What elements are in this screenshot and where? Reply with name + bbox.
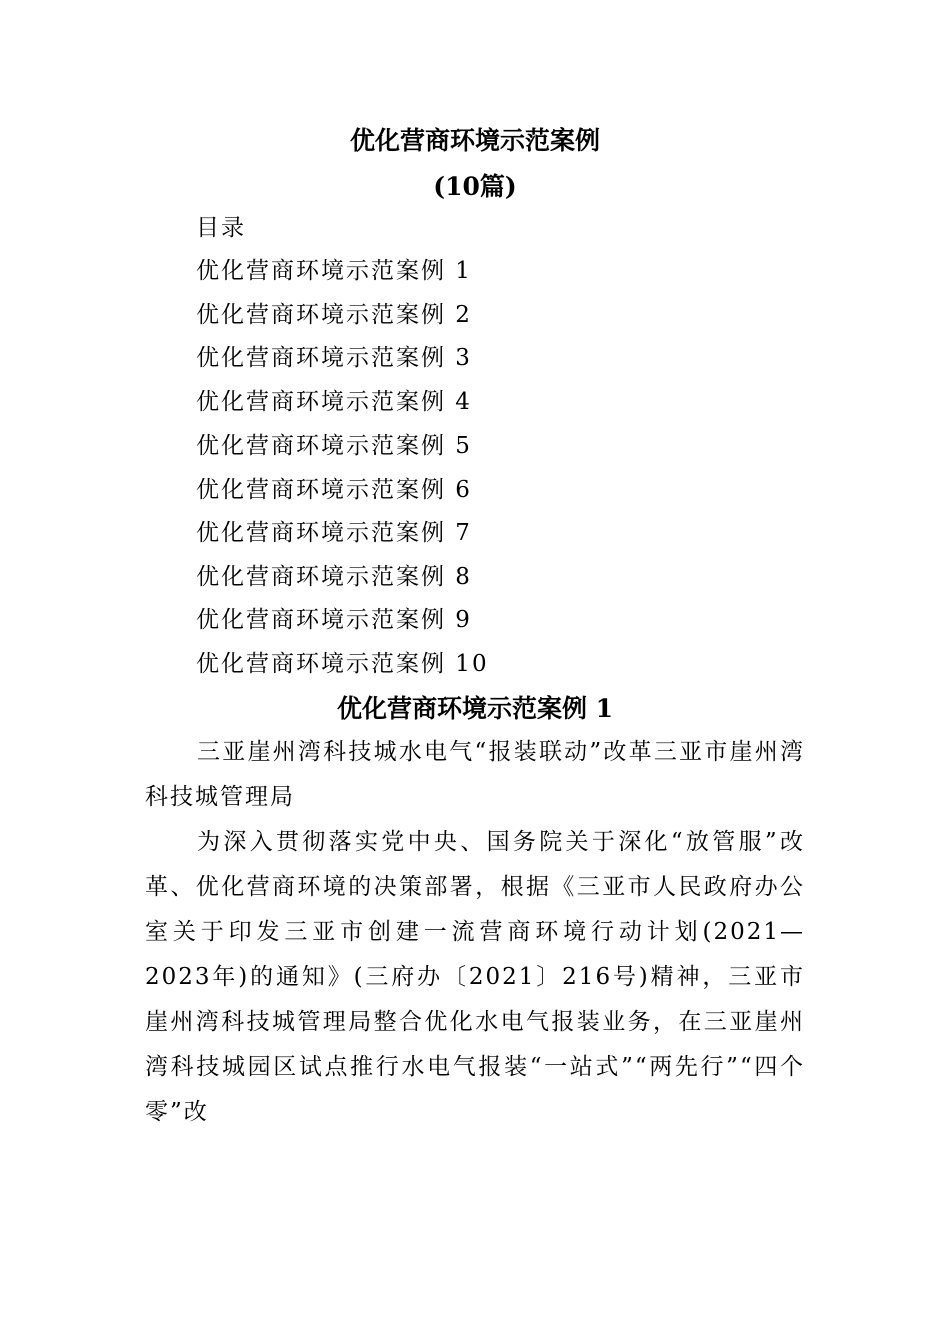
toc-item: 优化营商环境示范案例 6 — [196, 477, 472, 503]
toc-item: 优化营商环境示范案例 8 — [196, 564, 472, 590]
case1-intro: 三亚崖州湾科技城水电气“报装联动”改革三亚市崖州湾科技城管理局 — [145, 739, 805, 810]
toc-item: 优化营商环境示范案例 5 — [196, 433, 472, 459]
case1-title: 优化营商环境示范案例 1 — [336, 694, 614, 723]
toc-item: 优化营商环境示范案例 9 — [196, 607, 472, 633]
case1-body: 为深入贯彻落实党中央、国务院关于深化“放管服”改革、优化营商环境的决策部署，根据《三亚市人民政府办公室关于印发三亚市创建一流营商环境行动计划(2021—2023年)的通知》(三府办〔2021〕216号)精神，三亚市崖州湾科技城管理局整合优化水电气报装业务，在三亚崖州湾科技城园区试点推行水电气报装“一站式”“两先行”“四个零”改 — [145, 829, 805, 1125]
subtitle: (10篇) — [433, 172, 517, 201]
toc-item: 优化营商环境示范案例 4 — [196, 389, 472, 415]
toc-item: 优化营商环境示范案例 10 — [196, 651, 489, 677]
main-title: 优化营商环境示范案例 — [349, 126, 600, 155]
toc-item: 优化营商环境示范案例 1 — [196, 258, 472, 284]
toc-heading: 目录 — [196, 215, 246, 241]
toc-item: 优化营商环境示范案例 3 — [196, 345, 472, 371]
toc-item: 优化营商环境示范案例 2 — [196, 302, 472, 328]
toc-item: 优化营商环境示范案例 7 — [196, 520, 472, 546]
